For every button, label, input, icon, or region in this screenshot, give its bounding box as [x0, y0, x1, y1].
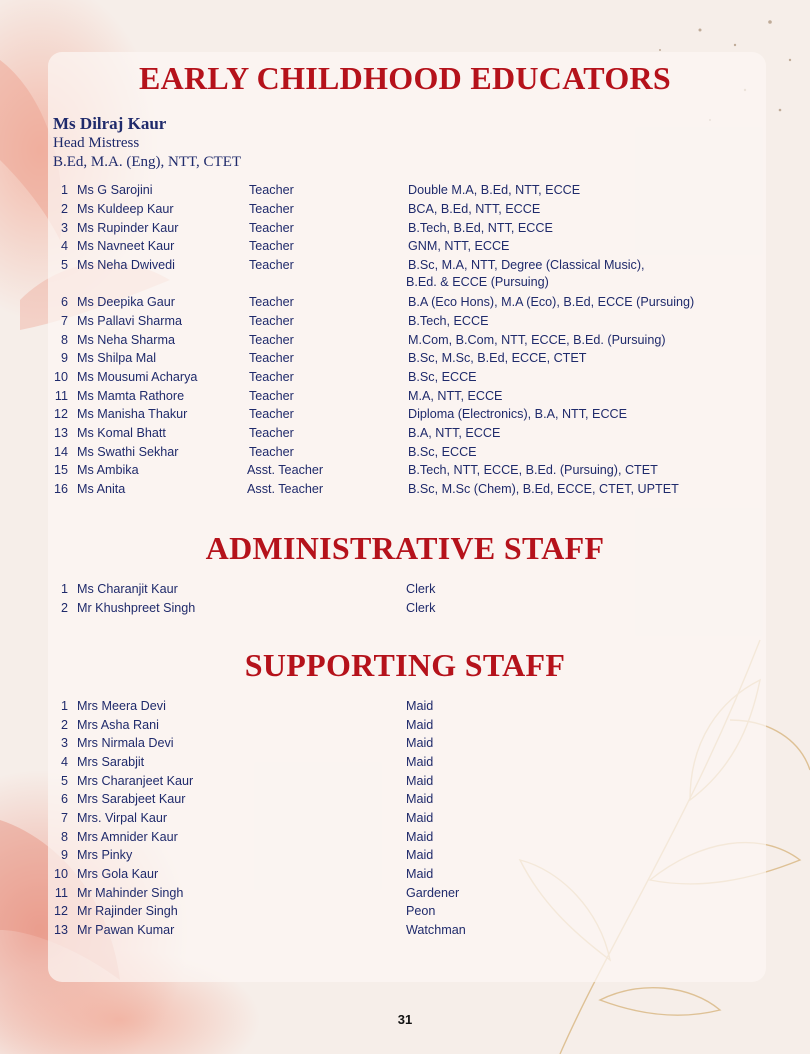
list-item: 15 Ms Ambika Asst. Teacher B.Tech, NTT, ECCE, B.Ed. (Pursuing), CTET	[53, 463, 658, 477]
list-item: 2 Mrs Asha Rani Maid	[60, 718, 434, 732]
list-item: 7 Mrs. Virpal Kaur Maid	[60, 811, 434, 825]
list-item: 6 Ms Deepika Gaur Teacher B.A (Eco Hons), M.A (Eco), B.Ed, ECCE (Pursuing)	[60, 295, 695, 309]
list-item: 14 Ms Swathi Sekhar Teacher B.Sc, ECCE	[53, 445, 477, 459]
head-mistress-name: Ms Dilraj Kaur	[53, 114, 167, 133]
list-item: 10 Mrs Gola Kaur Maid	[53, 867, 434, 881]
list-item: 12 Ms Manisha Thakur Teacher Diploma (Electronics), B.A, NTT, ECCE	[53, 407, 628, 421]
list-item: 13 Mr Pawan Kumar Watchman	[53, 923, 466, 937]
list-item: 11 Mr Mahinder Singh Gardener	[54, 886, 460, 900]
page-number: 31	[397, 1012, 413, 1027]
list-item: 5 Ms Neha Dwivedi Teacher B.Sc, M.A, NTT, Degree (Classical Music),	[60, 258, 645, 272]
list-item: 8 Mrs Amnider Kaur Maid	[60, 830, 434, 844]
early-childhood-heading: EARLY CHILDHOOD EDUCATORS	[138, 60, 672, 96]
list-item: 5 Mrs Charanjeet Kaur Maid	[60, 774, 434, 788]
head-mistress-role: Head Mistress	[53, 135, 140, 151]
list-item: 9 Mrs Pinky Maid	[60, 848, 434, 862]
list-item: 12 Mr Rajinder Singh Peon	[53, 904, 436, 918]
supporting-heading: SUPPORTING STAFF	[244, 647, 566, 683]
list-item: 8 Ms Neha Sharma Teacher M.Com, B.Com, NTT, ECCE, B.Ed. (Pursuing)	[60, 333, 666, 347]
list-item: 2 Mr Khushpreet Singh Clerk	[60, 601, 436, 615]
list-item: 10 Ms Mousumi Acharya Teacher B.Sc, ECCE	[53, 370, 477, 384]
qualification-continuation: B.Ed. & ECCE (Pursuing)	[406, 275, 549, 289]
list-item: 4 Mrs Sarabjit Maid	[60, 755, 434, 769]
list-item: 1 Ms Charanjit Kaur Clerk	[60, 582, 436, 596]
list-item: 3 Ms Rupinder Kaur Teacher B.Tech, B.Ed, NTT, ECCE	[60, 221, 553, 235]
head-mistress-qualification: B.Ed, M.A. (Eng), NTT, CTET	[53, 154, 242, 170]
list-item: 4 Ms Navneet Kaur Teacher GNM, NTT, ECCE	[60, 239, 510, 253]
list-item: 7 Ms Pallavi Sharma Teacher B.Tech, ECCE	[60, 314, 489, 328]
list-item: 9 Ms Shilpa Mal Teacher B.Sc, M.Sc, B.Ed, ECCE, CTET	[60, 351, 587, 365]
list-item: 1 Ms G Sarojini Teacher Double M.A, B.Ed, NTT, ECCE	[60, 183, 581, 197]
list-item: 11 Ms Mamta Rathore Teacher M.A, NTT, ECCE	[54, 389, 503, 403]
list-item: 2 Ms Kuldeep Kaur Teacher BCA, B.Ed, NTT, ECCE	[60, 202, 541, 216]
list-item: 16 Ms Anita Asst. Teacher B.Sc, M.Sc (Chem), B.Ed, ECCE, CTET, UPTET	[53, 482, 679, 496]
list-item: 3 Mrs Nirmala Devi Maid	[60, 736, 434, 750]
list-item: 1 Mrs Meera Devi Maid	[60, 699, 434, 713]
administrative-heading: ADMINISTRATIVE STAFF	[205, 530, 605, 566]
list-item: 6 Mrs Sarabjeet Kaur Maid	[60, 792, 434, 806]
list-item: 13 Ms Komal Bhatt Teacher B.A, NTT, ECCE	[53, 426, 501, 440]
